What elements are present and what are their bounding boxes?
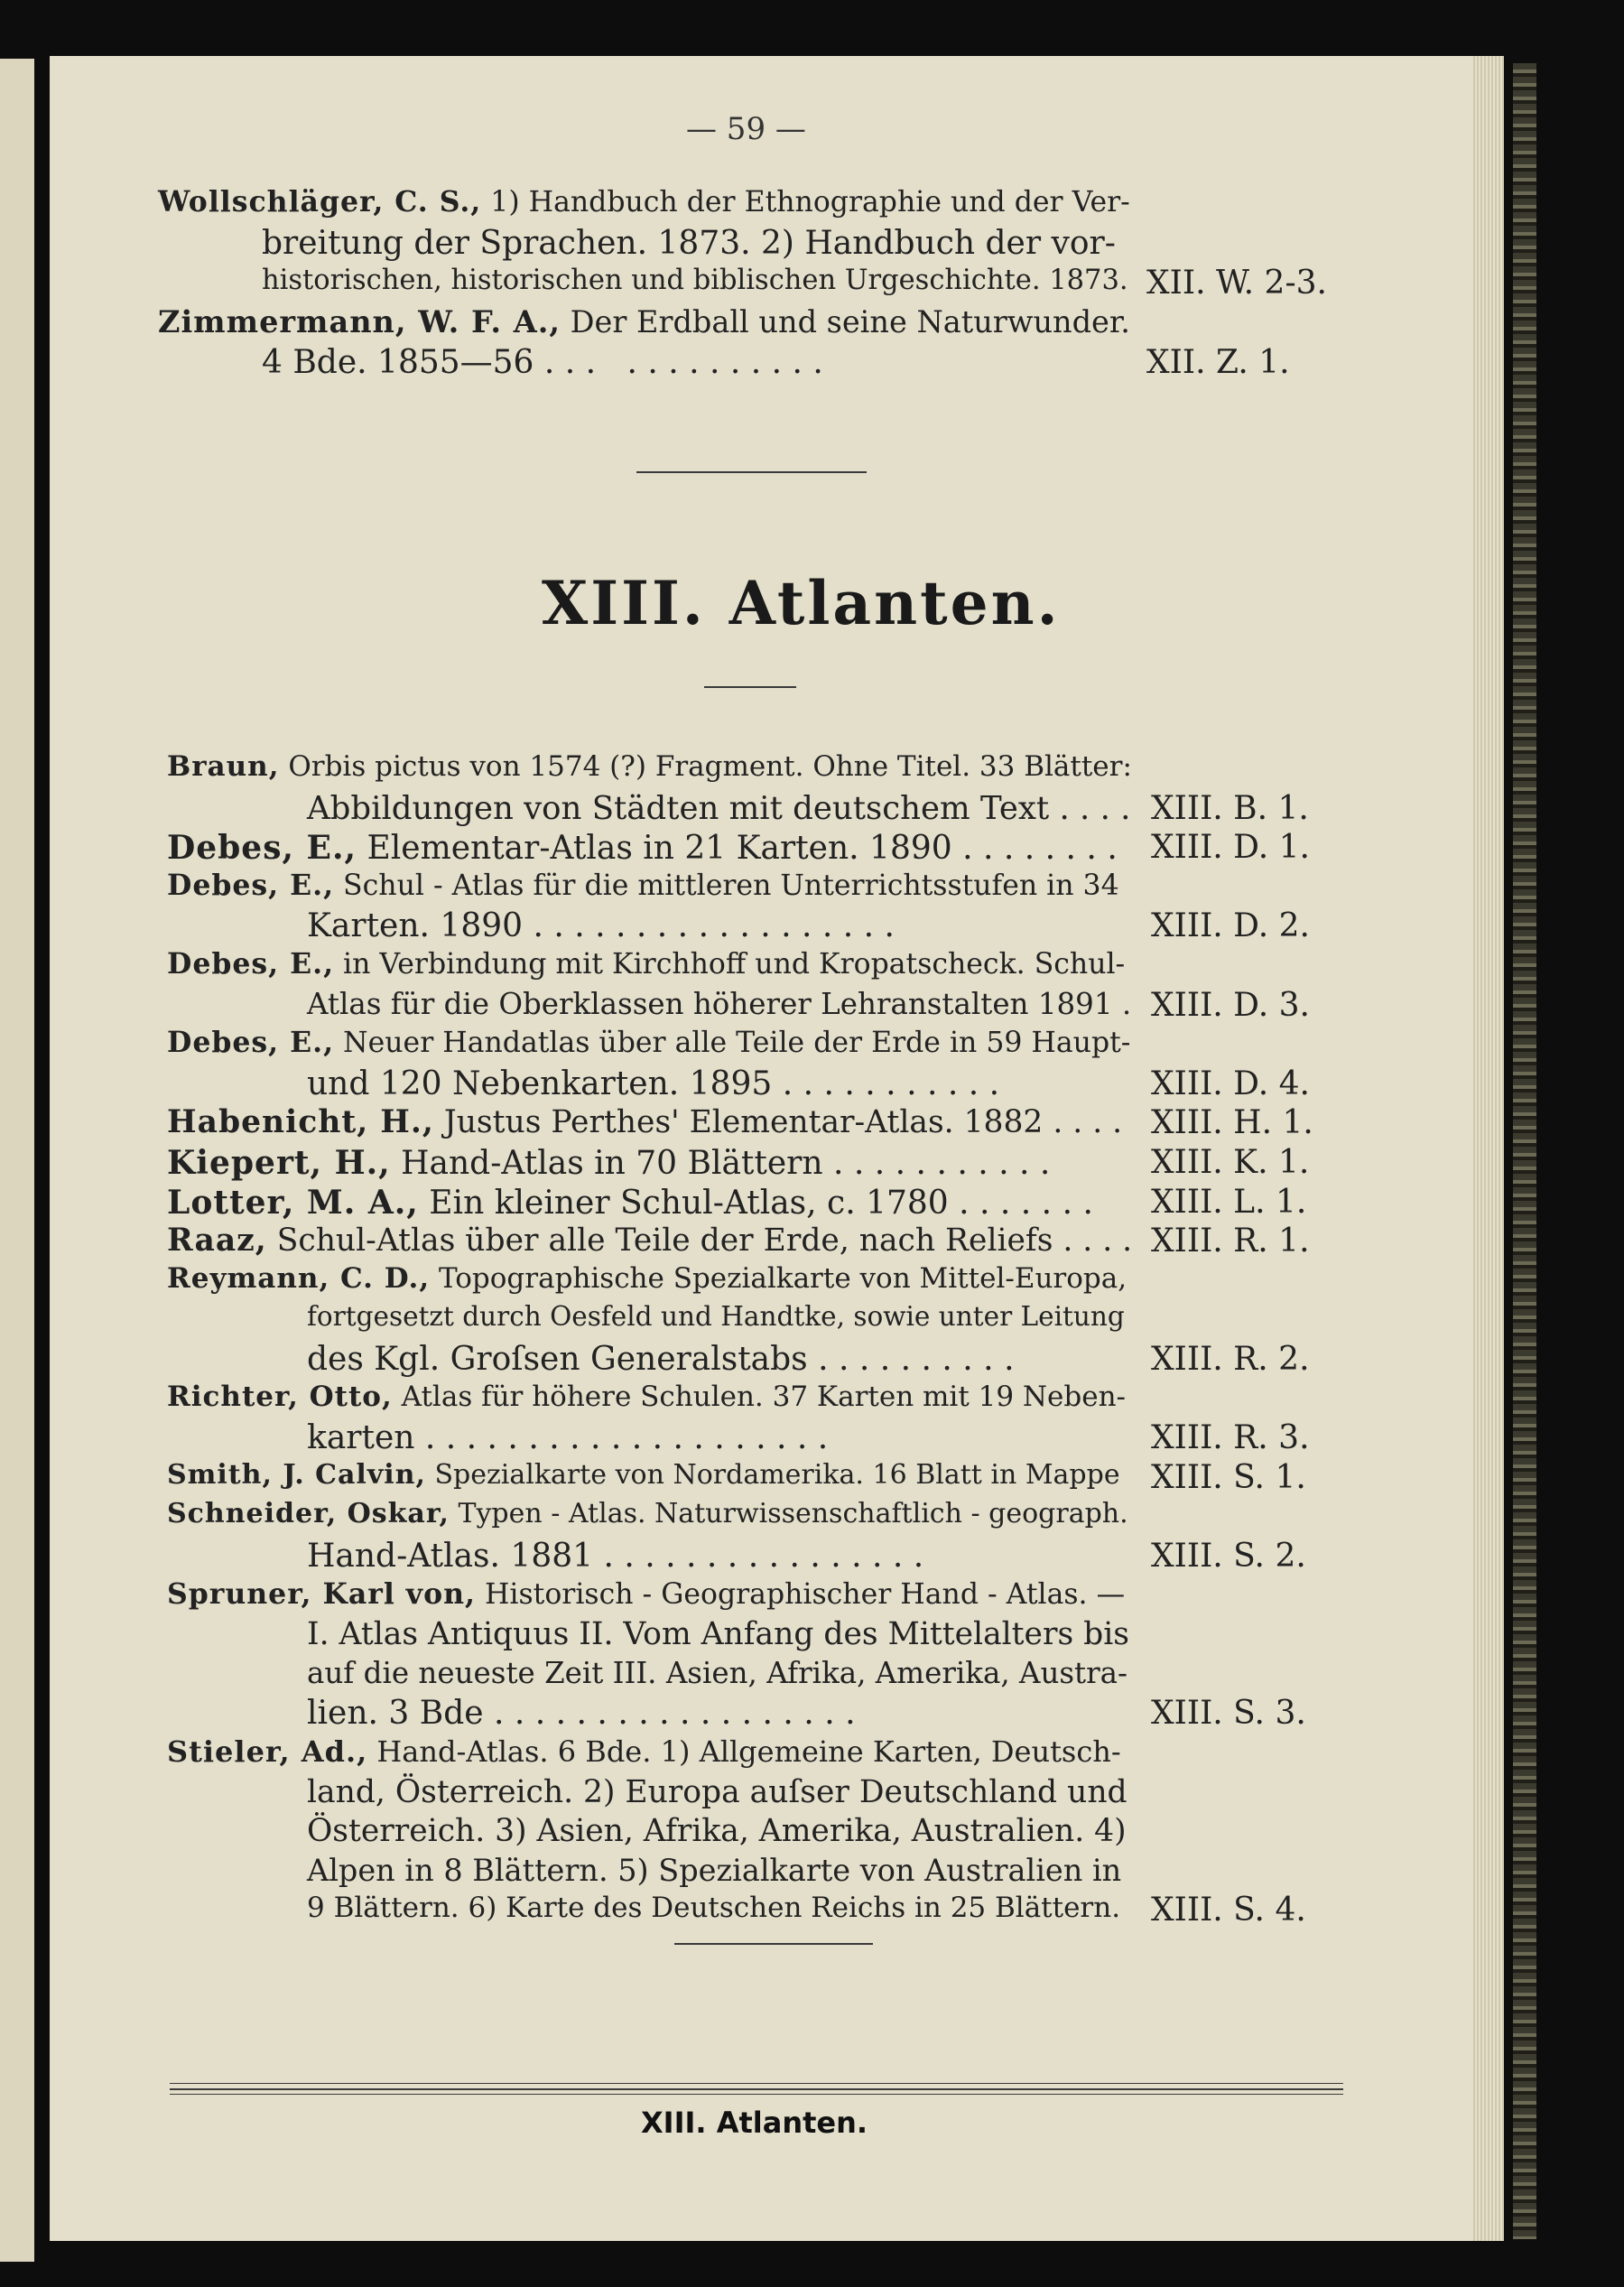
entry-line	[307, 1773, 1128, 1810]
entry-line	[307, 789, 1131, 827]
shelf-mark: XIII. D. 1.	[1151, 829, 1310, 867]
entry-line	[307, 1301, 1125, 1333]
entry-line	[307, 1655, 1128, 1690]
footer-rule-1	[170, 2083, 1343, 2084]
shelf-mark: XIII. D. 2.	[1151, 907, 1310, 945]
end-divider	[674, 1943, 873, 1945]
shelf-mark: XIII. S. 3.	[1151, 1695, 1306, 1733]
entry-text: Topographische Spezialkarte von Mittel-Europa,	[430, 1261, 1128, 1295]
entry-text: Hand-Atlas. 6 Bde. 1) Allgemeine Karten, Deutsch-	[367, 1734, 1121, 1769]
entry-line-author	[167, 1498, 1128, 1530]
author-name: Smith, J. Calvin,	[167, 1458, 426, 1491]
entry-line	[307, 1695, 856, 1733]
entry-line	[262, 344, 823, 381]
book-spine	[1513, 63, 1536, 2239]
entry-line	[307, 1852, 1122, 1888]
entry-text: Karten. 1890 . . . . . . . . . . . . . . . . . .	[307, 907, 895, 945]
entry-text: und 120 Nebenkarten. 1895 . . . . . . . . . . .	[307, 1064, 1000, 1102]
author-name: Zimmermann, W. F. A.,	[158, 304, 561, 339]
entry-line	[307, 1540, 923, 1573]
entry-line-author	[158, 304, 1130, 339]
entry-text: Orbis pictus von 1574 (?) Fragment. Ohne Titel. 33 Blätter:	[279, 750, 1132, 783]
author-name: Braun,	[167, 750, 280, 783]
shelf-mark: XIII. B. 1.	[1151, 789, 1309, 827]
entry-line	[307, 986, 1132, 1021]
section-divider-bottom	[704, 686, 796, 688]
footer-title: XIII. Atlanten.	[641, 2106, 868, 2140]
entry-line-author	[167, 1144, 1051, 1182]
shelf-mark: XIII. S. 1.	[1151, 1458, 1306, 1496]
footer-rule-3	[170, 2094, 1343, 2095]
section-heading: XIII. Atlanten.	[542, 568, 1061, 638]
entry-text: Hand-Atlas in 70 Blättern . . . . . . . . . . .	[390, 1145, 1051, 1182]
entry-line	[307, 1064, 1000, 1102]
entry-text: breitung der Sprachen. 1873. 2) Handbuch der vor-	[262, 225, 1116, 262]
entry-text: Elementar-Atlas in 21 Karten. 1890 . . . . . . . .	[357, 830, 1118, 868]
entry-line	[307, 907, 895, 945]
entry-line-author	[167, 1380, 1127, 1413]
entry-line-author	[167, 1576, 1126, 1611]
shelf-mark: XIII. H. 1.	[1151, 1104, 1313, 1142]
entry-line	[307, 1343, 1015, 1376]
entry-line	[307, 1616, 1129, 1653]
entry-line-author	[167, 1028, 1130, 1058]
author-name: Raaz,	[167, 1223, 267, 1260]
entry-text: lien. 3 Bde . . . . . . . . . . . . . . . . . .	[307, 1695, 856, 1733]
entry-line-author	[167, 1261, 1128, 1295]
shelf-mark: XIII. S. 2.	[1151, 1538, 1306, 1575]
author-name: Habenicht, H.,	[167, 1104, 434, 1141]
shelf-mark: XIII. R. 2.	[1151, 1341, 1310, 1378]
entry-text: Historisch - Geographischer Hand - Atlas. —	[475, 1577, 1126, 1611]
entry-text: Alpen in 8 Blättern. 5) Spezialkarte von Australien in	[307, 1852, 1122, 1888]
entry-text: Spezialkarte von Nordamerika. 16 Blatt in Mappe	[425, 1458, 1120, 1491]
entry-line-author	[167, 1458, 1120, 1491]
author-name: Richter, Otto,	[167, 1380, 393, 1413]
entry-text: Atlas für die Oberklassen höherer Lehranstalten 1891 .	[307, 986, 1132, 1021]
shelf-mark: XIII. L. 1.	[1151, 1183, 1307, 1221]
facing-page-edge	[0, 59, 34, 2262]
entry-text: Justus Perthes' Elementar-Atlas. 1882 . . . .	[433, 1104, 1123, 1141]
entry-text: Österreich. 3) Asien, Afrika, Amerika, Australien. 4)	[307, 1813, 1127, 1850]
entry-line	[262, 225, 1116, 262]
entry-text: fortgesetzt durch Oesfeld und Handtke, sowie unter Leitung	[307, 1301, 1125, 1333]
entry-line	[307, 1892, 1121, 1925]
shelf-mark: XIII. R. 1.	[1151, 1223, 1310, 1260]
entry-text: Atlas für höhere Schulen. 37 Karten mit 19 Neben-	[392, 1380, 1127, 1413]
entry-text: Hand-Atlas. 1881 . . . . . . . . . . . . . . . .	[307, 1538, 924, 1575]
page-edges	[1473, 56, 1504, 2241]
author-name: Wollschläger, C. S.,	[158, 185, 482, 218]
author-name: Lotter, M. A.,	[167, 1183, 419, 1222]
entry-text: in Verbindung mit Kirchhoff und Kropatscheck. Schul-	[334, 948, 1126, 981]
entry-line-author	[167, 1734, 1121, 1769]
entry-line-author	[158, 185, 1130, 218]
entry-text: des Kgl. Groſsen Generalstabs . . . . . . . . . .	[307, 1341, 1015, 1378]
section-divider-top	[636, 471, 867, 473]
author-name: Reymann, C. D.,	[167, 1261, 431, 1295]
entry-line-author	[167, 829, 1118, 868]
author-name: Kiepert, H.,	[167, 1144, 391, 1182]
entry-text: Schul - Atlas für die mittleren Unterrichtsstufen in 34	[334, 869, 1119, 902]
entry-line	[307, 1813, 1127, 1850]
entry-line-author	[167, 750, 1132, 783]
author-name: Debes, E.,	[167, 947, 335, 981]
author-name: Debes, E.,	[167, 868, 335, 902]
page-number: — 59 —	[686, 111, 806, 147]
entry-text: land, Österreich. 2) Europa auſser Deutschland und	[307, 1773, 1128, 1810]
entry-text: 1) Handbuch der Ethnographie und der Ver-	[481, 186, 1130, 218]
author-name: Schneider, Oskar,	[167, 1498, 450, 1530]
shelf-mark: XII. Z. 1.	[1146, 344, 1290, 381]
entry-line	[307, 1419, 829, 1457]
entry-text: Abbildungen von Städten mit deutschem Text . . . .	[307, 789, 1131, 827]
entry-text: auf die neueste Zeit III. Asien, Afrika, Amerika, Austra-	[307, 1655, 1128, 1690]
shelf-mark: XII. W. 2-3.	[1146, 265, 1327, 302]
author-name: Debes, E.,	[167, 1026, 335, 1060]
entry-text: karten . . . . . . . . . . . . . . . . . . . .	[307, 1419, 829, 1457]
entry-line-author	[167, 947, 1126, 981]
entry-text: Ein kleiner Schul-Atlas, c. 1780 . . . . . . .	[418, 1184, 1093, 1222]
shelf-mark: XIII. S. 4.	[1151, 1892, 1306, 1929]
entry-text: historischen, historischen und biblischen Urgeschichte. 1873.	[262, 265, 1128, 296]
shelf-mark: XIII. R. 3.	[1151, 1419, 1310, 1457]
entry-text: 9 Blättern. 6) Karte des Deutschen Reichs in 25 Blättern.	[307, 1892, 1121, 1925]
entry-line-author	[167, 1183, 1093, 1222]
entry-line-author	[167, 868, 1119, 902]
shelf-mark: XIII. D. 3.	[1151, 986, 1310, 1024]
entry-text: Der Erdball und seine Naturwunder.	[561, 304, 1130, 339]
entry-text: I. Atlas Antiquus II. Vom Anfang des Mittelalters bis	[307, 1616, 1129, 1653]
footer-rule-2	[170, 2088, 1343, 2090]
entry-line-author	[167, 1104, 1123, 1141]
author-name: Stieler, Ad.,	[167, 1734, 368, 1769]
shelf-mark: XIII. D. 4.	[1151, 1064, 1310, 1102]
entry-text: Typen - Atlas. Naturwissenschaftlich - geograph.	[449, 1498, 1128, 1530]
entry-line-author	[167, 1223, 1133, 1260]
author-name: Debes, E.,	[167, 829, 357, 868]
author-name: Spruner, Karl von,	[167, 1576, 476, 1611]
entry-line	[262, 267, 1128, 295]
entry-text: Schul-Atlas über alle Teile der Erde, nach Reliefs . . . .	[266, 1223, 1133, 1260]
entry-text: Neuer Handatlas über alle Teile der Erde in 59 Haupt-	[334, 1027, 1131, 1060]
shelf-mark: XIII. K. 1.	[1151, 1144, 1310, 1181]
entry-text: 4 Bde. 1855—56 . . . . . . . . . . . . .	[262, 344, 823, 381]
